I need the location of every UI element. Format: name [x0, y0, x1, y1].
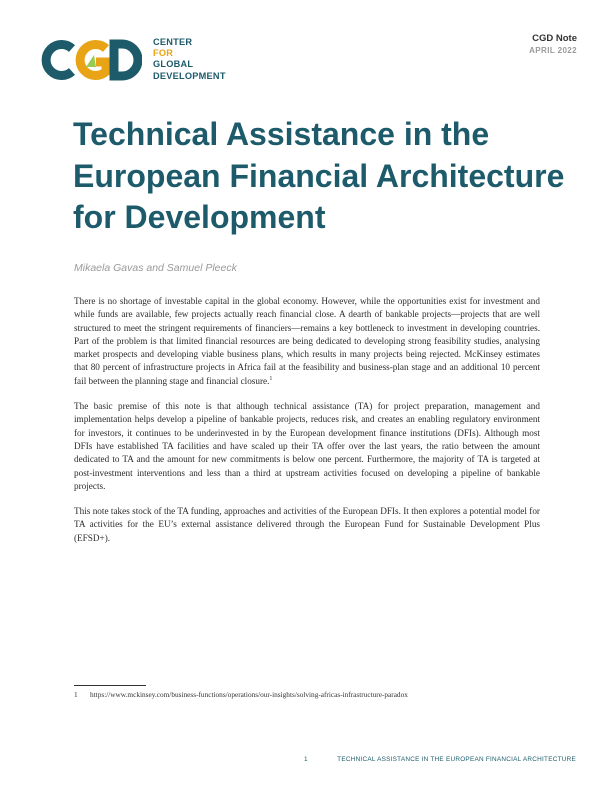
- body-text: [74, 295, 540, 557]
- note-label: [529, 33, 577, 56]
- page-number: 1: [304, 756, 308, 763]
- footnote-number: 1: [74, 690, 78, 699]
- footnote-divider: [74, 685, 146, 686]
- document-title: Technical Assistance in the European Financial Architecture for Development: [73, 116, 565, 235]
- paragraph-1: [74, 295, 540, 388]
- logo-line-development: DEVELOPMENT: [153, 70, 226, 81]
- running-title: TECHNICAL ASSISTANCE IN THE EUROPEAN FINANCIAL ARCHITECTURE: [337, 756, 576, 763]
- logo-line-center: CENTER: [153, 37, 193, 47]
- authors: Mikaela Gavas and Samuel Pleeck: [74, 262, 237, 274]
- cgd-logo-mark: [38, 39, 142, 81]
- logo-wordmark: [153, 37, 226, 82]
- logo-line-for: FOR: [153, 48, 174, 59]
- note-type: CGD Note: [532, 33, 577, 44]
- footnote: [74, 690, 408, 699]
- logo-line-global: GLOBAL: [153, 59, 194, 70]
- paragraph-1-text: There is no shortage of investable capital in the global economy. However, while the opportunities exist for investment and while funds are available, few projects actually reach financial close. A dearth of bankable projects—projects that are well structured to meet the stringent requirements of financiers—remains a key bottleneck to investment in developing countries. Part of the problem is that limited financial resources are being dedicated to developing strong feasibility studies, analysing market prospects and developing viable business plans, which results in many projects being rejected. McKinsey estimates that 80 percent of infrastructure projects in Africa fail at the feasibility and business-plan stage and an additional 10 percent fail between the planning stage and financial closure.: [74, 296, 540, 386]
- cgd-logo: [38, 37, 228, 85]
- footnote-ref[interactable]: 1: [269, 375, 273, 382]
- note-date: APRIL 2022: [529, 46, 577, 55]
- paragraph-3: This note takes stock of the TA funding, approaches and activities of the European DFIs. It then explores a potential model for TA activities for the EU’s external assistance delivered through the European Fund for Sustainable Development Plus (EFSD+).: [74, 506, 540, 543]
- footnote-link[interactable]: https://www.mckinsey.com/business-functions/operations/our-insights/solving-africas-infrastructure-paradox: [90, 690, 408, 699]
- paragraph-2: The basic premise of this note is that although technical assistance (TA) for project preparation, management and implementation helps develop a pipeline of bankable projects, reduces risk, and creates an enabling regulatory environment for investors, it continues to be underinvested in by the European development finance institutions (DFIs). Although most DFIs have established TA facilities and have scaled up their TA offer over the last years, the ratio between the amount dedicated to TA and the amount for new commitments is below one percent. Furthermore, the majority of TA is targeted at post-investment interventions and less than a third at upstream activities focused on developing a pipeline of bankable projects.: [74, 401, 540, 491]
